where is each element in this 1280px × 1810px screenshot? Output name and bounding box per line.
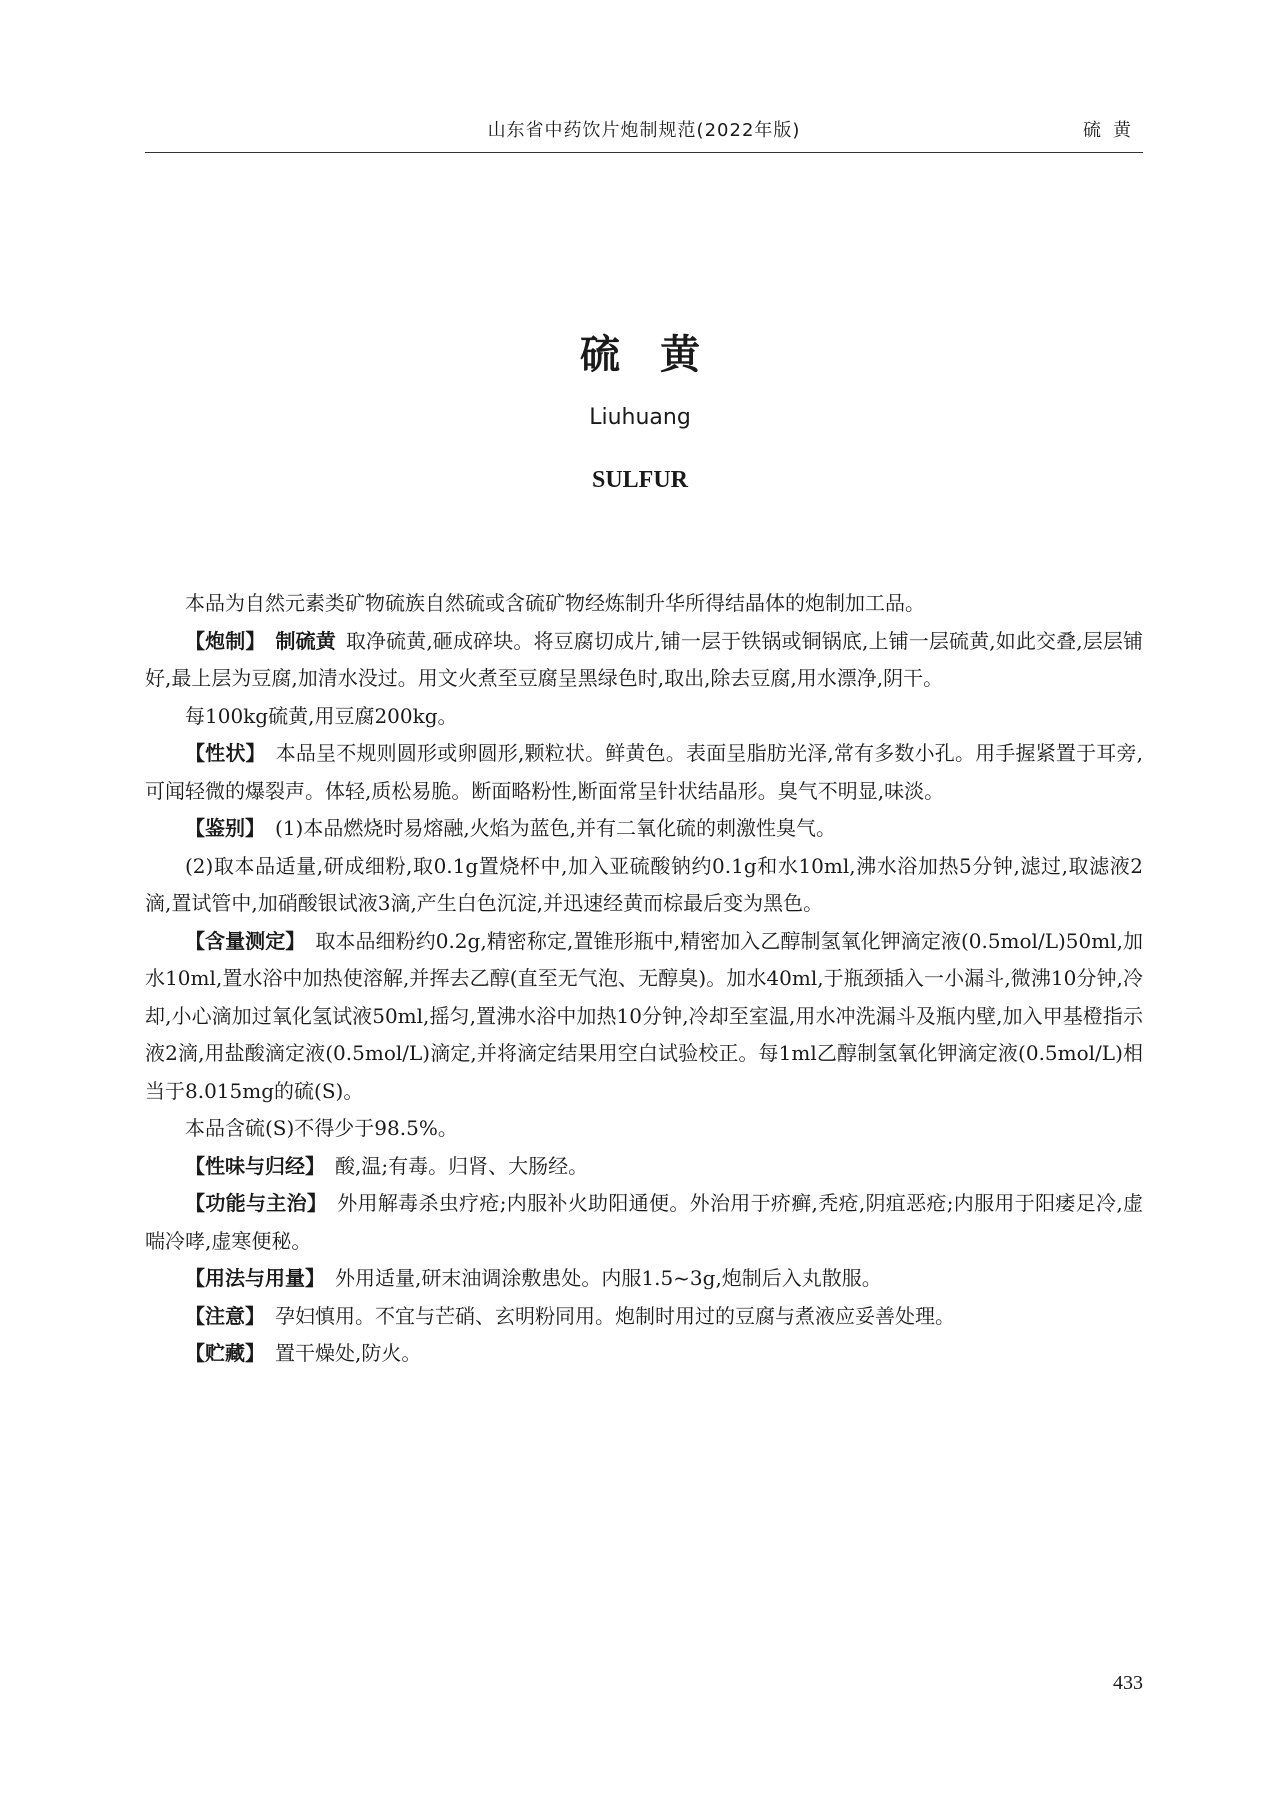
description-text: 本品呈不规则圆形或卵圆形,颗粒状。鲜黄色。表面呈脂肪光泽,常有多数小孔。用手握紧置于耳旁,可闻轻微的爆裂声。体轻,质松易脆。断面略粉性,断面常呈针状结晶形。臭气不明显,味淡。 — [145, 741, 1143, 803]
monograph-body — [145, 585, 1143, 1373]
identification-item-1: (1)本品燃烧时易熔融,火焰为蓝色,并有二氧化硫的刺激性臭气。 — [275, 816, 837, 840]
description-section — [145, 735, 1143, 810]
caution-text: 孕妇慎用。不宜与芒硝、玄明粉同用。炮制时用过的豆腐与煮液应妥善处理。 — [275, 1303, 955, 1328]
identification-section — [145, 810, 1143, 848]
usage-text: 外用适量,研末油调涂敷患处。内服1.5~3g,炮制后入丸散服。 — [335, 1266, 882, 1290]
function-text: 外用解毒杀虫疗疮;内服补火助阳通便。外治用于疥癣,秃疮,阴疽恶疮;内服用于阳痿足冷,虚喘冷哮,虚寒便秘。 — [145, 1191, 1143, 1253]
processing-ratio: 每100kg硫黄,用豆腐200kg。 — [185, 703, 458, 728]
page-number: 433 — [1113, 1672, 1143, 1694]
storage-section — [145, 1335, 1143, 1373]
caution-label: 【注意】 — [185, 1303, 265, 1328]
description-label: 【性状】 — [185, 741, 266, 765]
entry-name: 硫黄 — [1083, 120, 1143, 141]
identification-item-2: (2)取本品适量,研成细粉,取0.1g置烧杯中,加入亚硫酸钠约0.1g和水10ml,沸水浴加热5分钟,滤过,取滤液2滴,置试管中,加硝酸银试液3滴,产生白色沉淀,并迅速经黄而棕最后变为黑色。 — [145, 853, 1143, 915]
function-label: 【功能与主治】 — [185, 1191, 328, 1215]
nature-text: 酸,温;有毒。归肾、大肠经。 — [335, 1153, 589, 1178]
book-title: 山东省中药饮片炮制规范(2022年版) — [487, 120, 801, 141]
pinyin-name: Liuhuang — [589, 405, 691, 430]
processing-label: 【炮制】 — [185, 628, 266, 653]
identification-label: 【鉴别】 — [185, 816, 265, 840]
processing-sublabel: 制硫黄 — [275, 628, 336, 653]
processing-text: 取净硫黄,砸成碎块。将豆腐切成片,铺一层于铁锅或铜锅底,上铺一层硫黄,如此交叠,层层铺好,最上层为豆腐,加清水没过。用文火煮至豆腐呈黑绿色时,取出,除去豆腐,用水漂净,阴干。 — [145, 628, 1144, 690]
usage-label: 【用法与用量】 — [185, 1266, 325, 1290]
usage-section — [145, 1260, 1143, 1298]
assay-text: 取本品细粉约0.2g,精密称定,置锥形瓶中,精密加入乙醇制氢氧化钾滴定液(0.5mol/L)50ml,加水10ml,置水浴中加热使溶解,并挥去乙醇(直至无气泡、无醇臭)。加水40ml,于瓶颈插入一小漏斗,微沸10分钟,冷却,小心滴加过氧化氢试液50ml,摇匀,置沸水浴中加热10分钟,冷却至室温,用水冲洗漏斗及瓶内壁,加入甲基橙指示液2滴,用盐酸滴定液(0.5mol/L)滴定,并将滴定结果用空白试验校正。每1ml乙醇制氢氧化钾滴定液(0.5mol/L)相当于8.015mg的硫(S)。 — [145, 928, 1143, 1103]
nature-label: 【性味与归经】 — [185, 1153, 325, 1178]
storage-label: 【贮藏】 — [185, 1341, 265, 1365]
nature-section — [145, 1148, 1143, 1186]
caution-section — [145, 1298, 1143, 1336]
assay-label: 【含量测定】 — [185, 928, 306, 953]
storage-text: 置干燥处,防火。 — [275, 1341, 422, 1365]
assay-section — [145, 923, 1143, 1111]
page-title: 硫黄 — [580, 332, 740, 378]
function-section — [145, 1185, 1143, 1260]
intro-paragraph: 本品为自然元素类矿物硫族自然硫或含硫矿物经炼制升华所得结晶体的炮制加工品。 — [185, 591, 925, 615]
latin-name: SULFUR — [591, 467, 688, 493]
running-header — [145, 112, 1143, 153]
processing-section — [145, 623, 1143, 698]
assay-limit: 本品含硫(S)不得少于98.5%。 — [185, 1116, 458, 1140]
